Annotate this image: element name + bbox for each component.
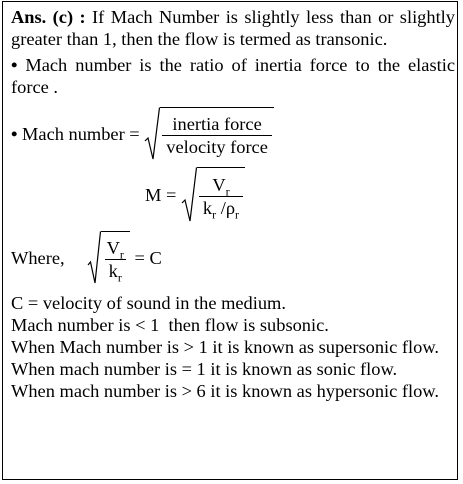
formula1-lhs: Mach number = bbox=[17, 124, 145, 144]
radical-sign-icon bbox=[181, 167, 197, 223]
formula3-fraction bbox=[103, 237, 128, 285]
formula3-rhs: = C bbox=[129, 248, 162, 268]
sqrt-symbol bbox=[87, 231, 130, 285]
formula2-denominator: $k_r$ $/\rho_r$ bbox=[199, 196, 243, 219]
formula2-fraction bbox=[199, 174, 243, 222]
radical-sign-icon bbox=[87, 231, 101, 285]
formula1-numerator: inertia force bbox=[172, 114, 262, 134]
line-sonic: When mach number is = 1 it is known as sonic flow. bbox=[11, 359, 398, 379]
line-subsonic: Mach number is < 1 then flow is subsonic. bbox=[11, 315, 329, 335]
sqrt-symbol bbox=[181, 167, 245, 223]
formula2-lhs: M = bbox=[145, 185, 181, 205]
formula3-numerator: $V_r$ bbox=[106, 238, 124, 262]
answer-content bbox=[11, 6, 455, 402]
point-mach-ratio-text: Mach number is the ratio of inertia force to the elastic force . bbox=[11, 55, 455, 97]
answer-paragraph bbox=[11, 6, 455, 50]
line-velocity-of-sound: C = velocity of sound in the medium. bbox=[11, 293, 286, 313]
line-hypersonic: When mach number is > 6 it is known as hypersonic flow. bbox=[11, 381, 439, 401]
formula3-prefix: Where, bbox=[11, 248, 65, 268]
answer-label: Ans. (c) : bbox=[11, 7, 86, 27]
point-mach-ratio bbox=[11, 54, 455, 98]
formula1-denominator: velocity force bbox=[162, 135, 272, 158]
line-supersonic: When Mach number is > 1 it is known as supersonic flow. bbox=[11, 337, 440, 357]
formula1-fraction bbox=[162, 113, 272, 158]
bullet-icon: • bbox=[11, 55, 18, 75]
radical-sign-icon bbox=[144, 107, 160, 161]
sqrt-symbol bbox=[144, 107, 274, 161]
formula-mach-number bbox=[11, 106, 455, 162]
formula-where bbox=[11, 228, 455, 288]
formula-m-definition bbox=[11, 162, 455, 228]
answer-text: If Mach Number is slightly less than or slightly greater than 1, then the flow is termed as transonic. bbox=[11, 7, 455, 49]
bullet-icon: • bbox=[11, 124, 18, 144]
formula3-denominator: $k_r$ bbox=[105, 259, 126, 282]
answer-box bbox=[2, 1, 458, 480]
formula2-numerator: $V_r$ bbox=[212, 175, 230, 199]
